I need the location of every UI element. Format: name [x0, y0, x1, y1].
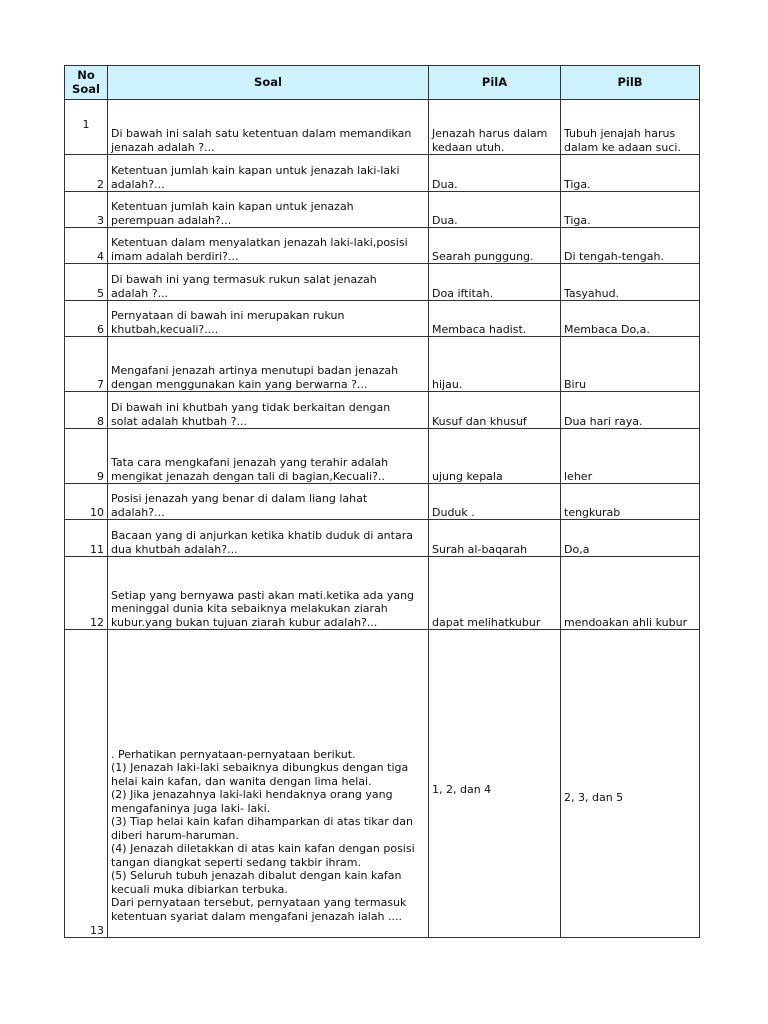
question-cell[interactable]: Setiap yang bernyawa pasti akan mati.ketika ada yang meninggal dunia kita sebaiknya melakukan ziarah kubur.yang bukan tujuan ziarah kubur adalah?...	[108, 557, 429, 630]
table-row	[65, 228, 700, 264]
option-a-cell[interactable]: Kusuf dan khusuf	[429, 392, 561, 429]
table-row	[65, 557, 700, 630]
header-soal[interactable]: Soal	[108, 66, 429, 100]
option-a-cell[interactable]: Searah punggung.	[429, 228, 561, 264]
option-a-cell[interactable]: dapat melihatkubur	[429, 557, 561, 630]
question-table	[64, 65, 700, 938]
question-cell[interactable]: Ketentuan jumlah kain kapan untuk jenazah laki-laki adalah?...	[108, 155, 429, 192]
option-a-cell[interactable]: ujung kepala	[429, 429, 561, 484]
option-b-cell[interactable]: leher	[561, 429, 700, 484]
header-pila[interactable]: PilA	[429, 66, 561, 100]
table-row	[65, 392, 700, 429]
table-row	[65, 192, 700, 228]
table-row	[65, 301, 700, 337]
row-number[interactable]: 10	[65, 484, 108, 520]
table-row	[65, 630, 700, 938]
option-b-cell[interactable]: 2, 3, dan 5	[561, 630, 700, 938]
question-cell[interactable]: Ketentuan dalam menyalatkan jenazah laki-laki,posisi imam adalah berdiri?...	[108, 228, 429, 264]
row-number[interactable]: 8	[65, 392, 108, 429]
option-a-cell[interactable]: Dua.	[429, 155, 561, 192]
row-number[interactable]: 2	[65, 155, 108, 192]
question-cell[interactable]: Ketentuan jumlah kain kapan untuk jenazah perempuan adalah?...	[108, 192, 429, 228]
row-number[interactable]: 11	[65, 520, 108, 557]
question-cell[interactable]: Pernyataan di bawah ini merupakan rukun khutbah,kecuali?....	[108, 301, 429, 337]
option-a-cell[interactable]: Jenazah harus dalam kedaan utuh.	[429, 100, 561, 155]
option-b-cell[interactable]: mendoakan ahli kubur	[561, 557, 700, 630]
row-number[interactable]: 7	[65, 337, 108, 392]
question-cell[interactable]: Bacaan yang di anjurkan ketika khatib duduk di antara dua khutbah adalah?...	[108, 520, 429, 557]
option-a-cell[interactable]: Doa iftitah.	[429, 264, 561, 301]
option-b-cell[interactable]: Do,a	[561, 520, 700, 557]
question-cell[interactable]: . Perhatikan pernyataan-pernyataan berikut. (1) Jenazah laki-laki sebaiknya dibungkus dengan tiga helai kain kafan, dan wanita dengan lima helai. (2) Jika jenazahnya laki-laki hendaknya orang yang mengafaninya juga laki- laki. (3) Tiap helai kain kafan dihamparkan di atas tikar dan diberi harum-haruman. (4) Jenazah diletakkan di atas kain kafan dengan posisi tangan diangkat seperti sedang takbir ihram. (5) Seluruh tubuh jenazah dibalut dengan kain kafan kecuali muka dibiarkan terbuka. Dari pernyataan tersebut, pernyataan yang termasuk ketentuan syariat dalam mengafani jenazah ialah ....	[108, 630, 429, 938]
question-cell[interactable]: Di bawah ini khutbah yang tidak berkaitan dengan solat adalah khutbah ?...	[108, 392, 429, 429]
option-b-cell[interactable]: Biru	[561, 337, 700, 392]
header-pilb[interactable]: PilB	[561, 66, 700, 100]
table-row	[65, 337, 700, 392]
option-a-cell[interactable]: Membaca hadist.	[429, 301, 561, 337]
header-row	[65, 66, 700, 100]
question-cell[interactable]: Posisi jenazah yang benar di dalam liang lahat adalah?...	[108, 484, 429, 520]
row-number[interactable]: 6	[65, 301, 108, 337]
header-no[interactable]: No Soal	[65, 66, 108, 100]
option-a-cell[interactable]: Duduk .	[429, 484, 561, 520]
table-row	[65, 429, 700, 484]
row-number[interactable]: 3	[65, 192, 108, 228]
option-b-cell[interactable]: Dua hari raya.	[561, 392, 700, 429]
row-number[interactable]: 1	[65, 100, 108, 155]
option-a-cell[interactable]: Surah al-baqarah	[429, 520, 561, 557]
question-cell[interactable]: Tata cara mengkafani jenazah yang terahir adalah mengikat jenazah dengan tali di bagian,Kecuali?..	[108, 429, 429, 484]
row-number[interactable]: 5	[65, 264, 108, 301]
option-b-cell[interactable]: Tiga.	[561, 155, 700, 192]
question-cell[interactable]: Di bawah ini yang termasuk rukun salat jenazah adalah ?...	[108, 264, 429, 301]
row-number[interactable]: 13	[65, 630, 108, 938]
option-a-cell[interactable]: 1, 2, dan 4	[429, 630, 561, 938]
option-b-cell[interactable]: Tiga.	[561, 192, 700, 228]
table-row	[65, 264, 700, 301]
option-b-cell[interactable]: Di tengah-tengah.	[561, 228, 700, 264]
row-number[interactable]: 4	[65, 228, 108, 264]
question-cell[interactable]: Di bawah ini salah satu ketentuan dalam memandikan jenazah adalah ?...	[108, 100, 429, 155]
option-b-cell[interactable]: tengkurab	[561, 484, 700, 520]
row-number[interactable]: 9	[65, 429, 108, 484]
table-row	[65, 155, 700, 192]
option-a-cell[interactable]: hijau.	[429, 337, 561, 392]
question-cell[interactable]: Mengafani jenazah artinya menutupi badan jenazah dengan menggunakan kain yang berwarna ?...	[108, 337, 429, 392]
option-a-cell[interactable]: Dua.	[429, 192, 561, 228]
option-b-cell[interactable]: Tasyahud.	[561, 264, 700, 301]
option-b-cell[interactable]: Membaca Do,a.	[561, 301, 700, 337]
table-row	[65, 520, 700, 557]
row-number[interactable]: 12	[65, 557, 108, 630]
table-row	[65, 100, 700, 155]
option-b-cell[interactable]: Tubuh jenajah harus dalam ke adaan suci.	[561, 100, 700, 155]
table-row	[65, 484, 700, 520]
